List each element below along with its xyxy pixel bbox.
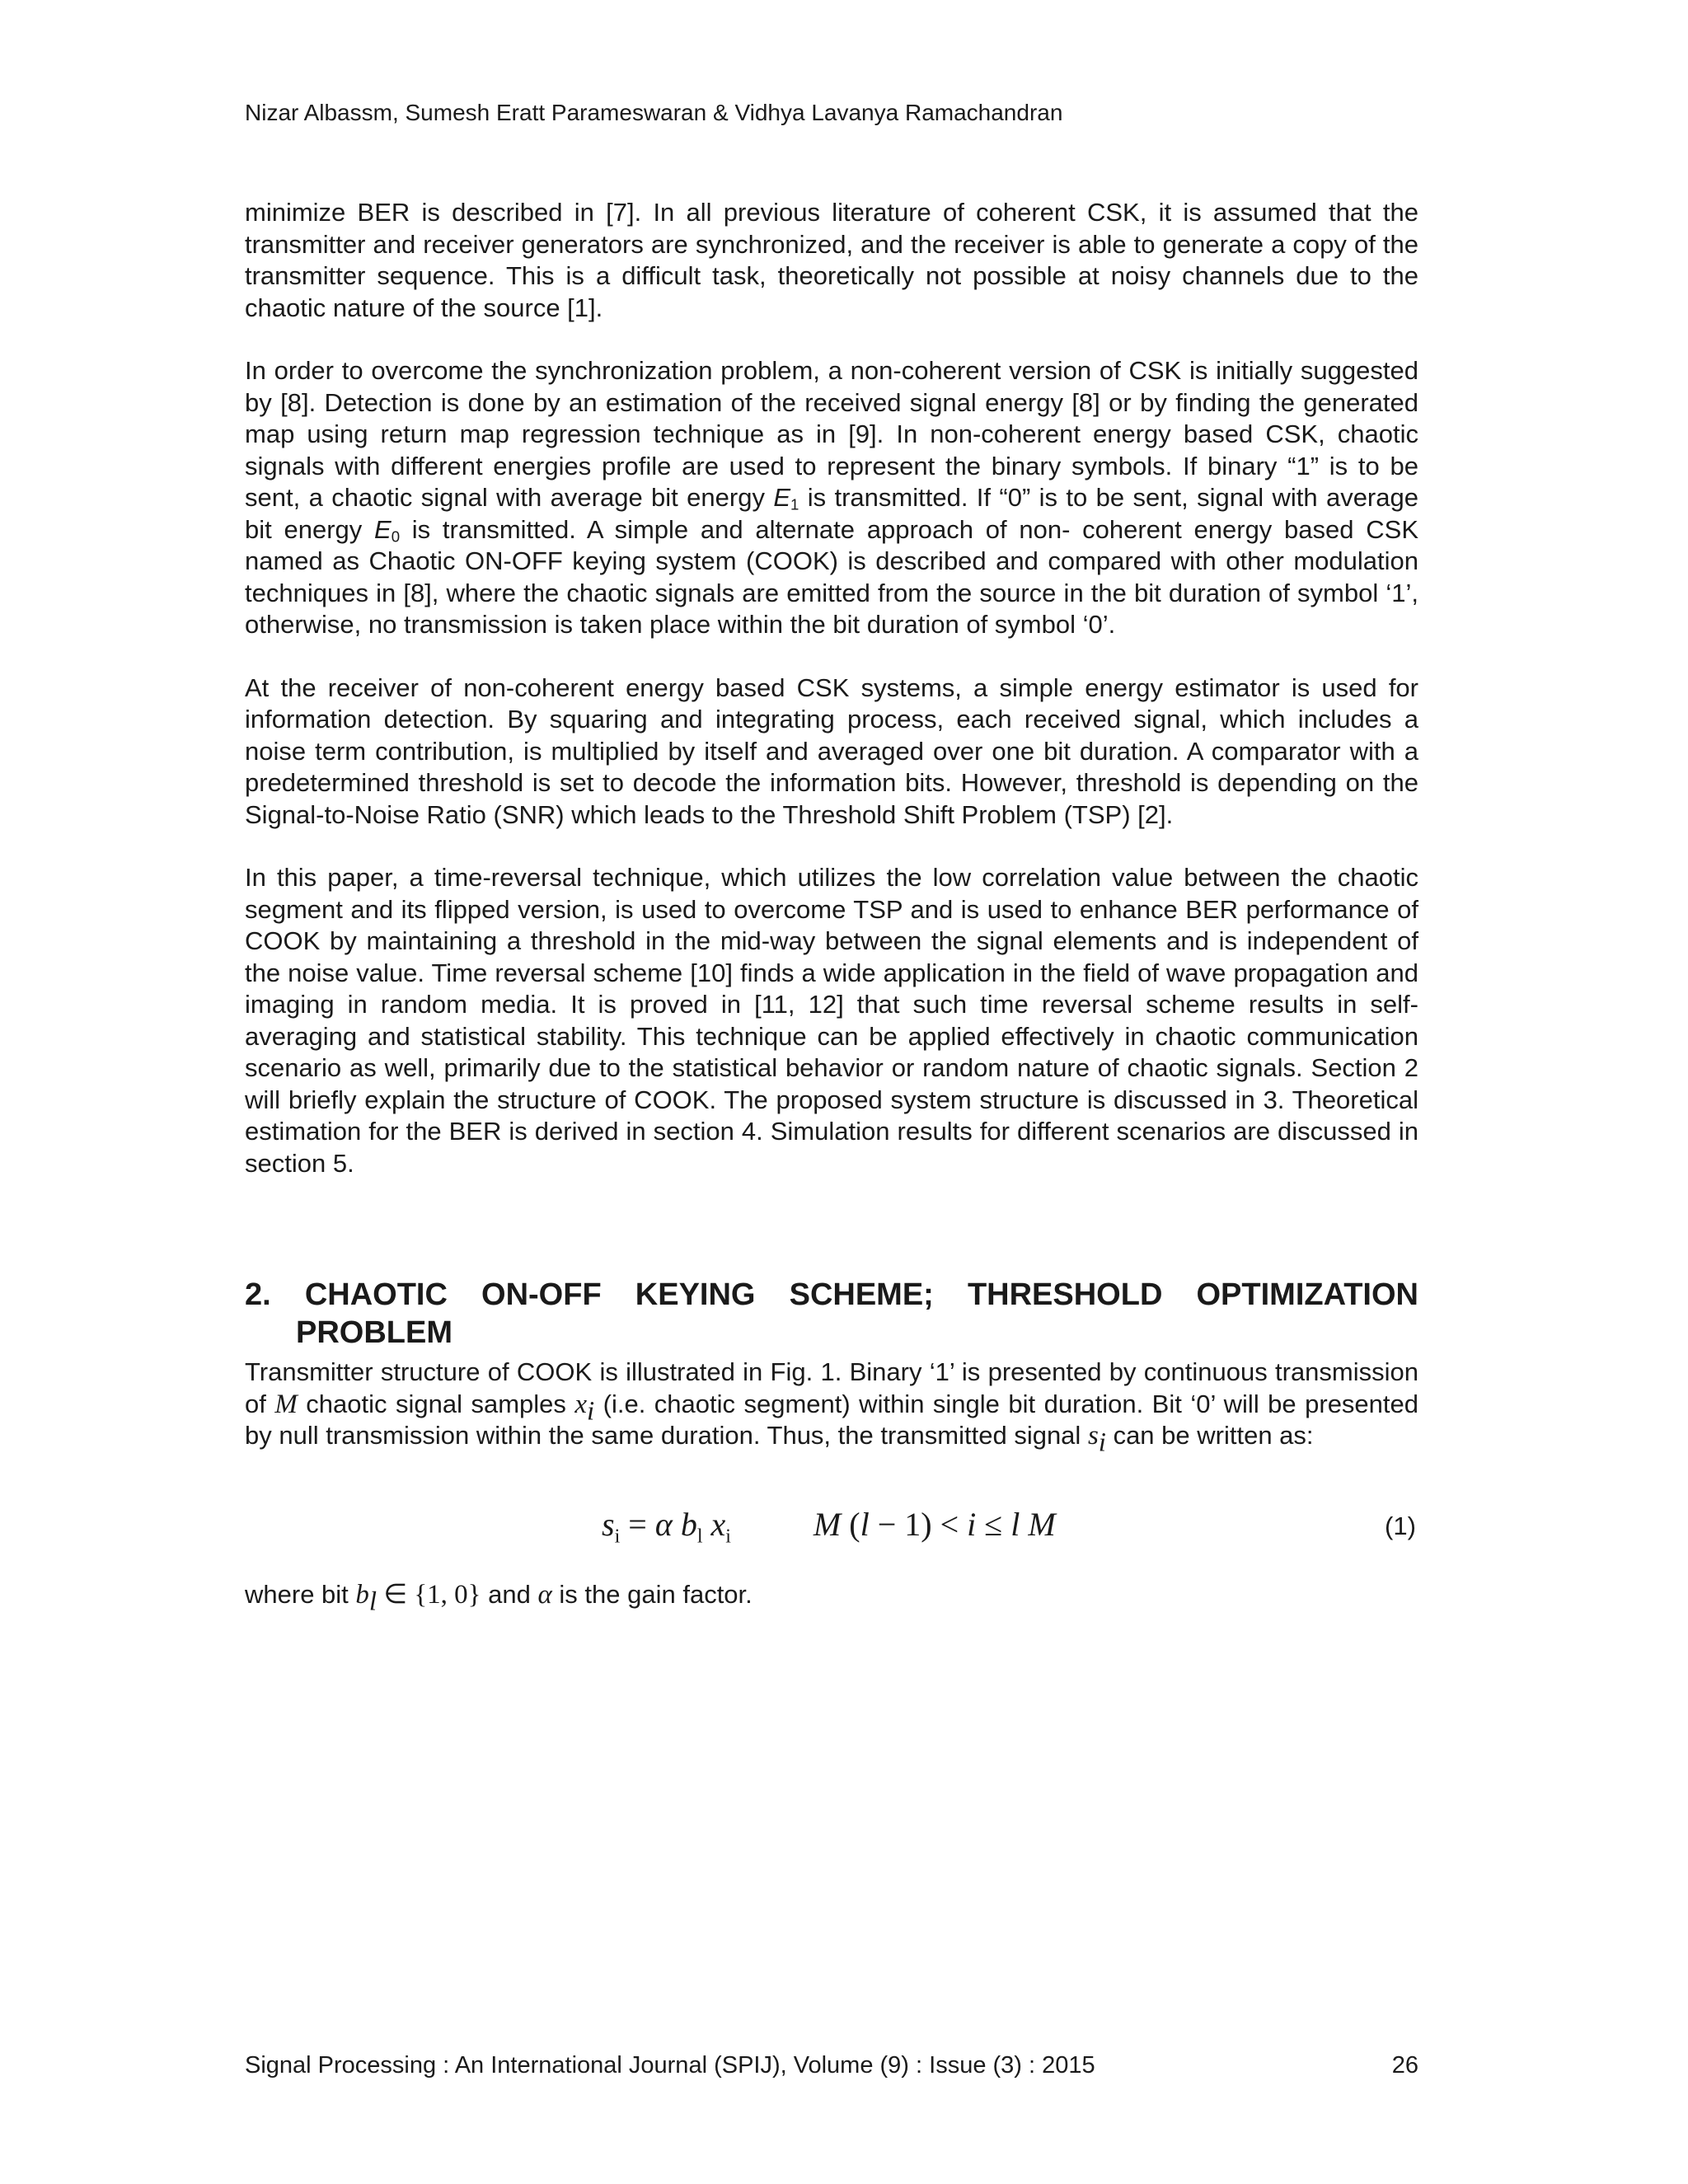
page-footer <box>245 2050 1418 2080</box>
heading-word: OPTIMIZATION <box>1196 1277 1418 1312</box>
paragraph-2-part-b: is transmitted. If “0” is to be sent, signal with average bit energy <box>245 483 1418 544</box>
heading-word: SCHEME; <box>789 1277 934 1312</box>
x-symbol: x <box>574 1389 588 1419</box>
paragraph-3: At the receiver of non-coherent energy based CSK systems, a simple energy estimator is used for information detection. By squaring and integrating process, each received signal, which includes a noise term contribution, is multiplied by itself and averaged over one bit duration. A comparator with a predetermined threshold is set to decode the information bits. However, threshold is depending on the Signal-to-Noise Ratio (SNR) which leads to the Threshold Shift Problem (TSP) [2]. <box>245 673 1418 829</box>
intro-text <box>245 197 1418 1211</box>
section-2-heading-line-2: PROBLEM <box>296 1315 452 1350</box>
energy-e0-subscript: 0 <box>391 527 401 546</box>
equation-1-number: (1) <box>1385 1511 1416 1540</box>
b-subscript: l <box>368 1586 377 1617</box>
paragraph-2-part-a: In order to overcome the synchronization problem, a non-coherent version of CSK is initially suggested by [8]. Detection is done by an estimation of the received signal energy [8] or by finding the generated map using return map regression technique as in [9]. In non-coherent energy based CSK, chaotic signals with different energies profile are used to represent the binary symbols. If binary “1” is to be sent, a chaotic signal with average bit energy <box>245 356 1418 512</box>
heading-word: CHAOTIC <box>304 1277 448 1312</box>
m-symbol: M <box>274 1389 298 1419</box>
paragraph-1: minimize BER is described in [7]. In all previous literature of coherent CSK, it is assumed that the transmitter and receiver generators are synchronized, and the receiver is able to generate a copy of the transmitter sequence. This is a difficult task, theoretically not possible at noisy channels due to the chaotic nature of the source [1]. <box>245 198 1418 322</box>
alpha-symbol: α <box>537 1580 552 1610</box>
energy-e0-symbol: E <box>374 514 392 544</box>
heading-word: THRESHOLD <box>967 1277 1163 1312</box>
equation-1 <box>0 1500 1688 1549</box>
where-line: where bit bl ∈ {1, 0} and α is the gain factor. <box>245 1580 753 1617</box>
paragraph-2 <box>245 355 1418 641</box>
equation-1-body: $s_i = \alpha$ $b_l$ $x_i$ M (l − 1) < i ≤ l M <box>602 1506 1056 1548</box>
page-number: 26 <box>1391 2052 1418 2079</box>
energy-e1-symbol: E <box>773 483 791 512</box>
footer-journal: Signal Processing : An International Journal (SPIJ), Volume (9) : Issue (3) : 2015 <box>245 2052 1095 2079</box>
heading-word: ON-OFF <box>481 1277 602 1312</box>
s-subscript: i <box>1098 1427 1106 1458</box>
section-2-number: 2. <box>245 1277 271 1312</box>
paragraph-2-part-c: is transmitted. A simple and alternate approach of non- coherent energy based CSK named as Chaotic ON-OFF keying system (COOK) is described and compared with other modulation techniques in [8], where the chaotic signals are emitted from the source in the bit duration of symbol ‘1’, otherwise, no transmission is taken place within the bit duration of symbol ‘0’. <box>245 514 1418 639</box>
paragraph-4: In this paper, a time-reversal technique, which utilizes the low correlation value between the chaotic segment and its flipped version, is used to overcome TSP and is used to enhance BER performance of COOK by maintaining a threshold in the mid-way between the signal elements and is independent of the noise value. Time reversal scheme [10] finds a wide application in the field of wave propagation and imaging in random media. It is proved in [11, 12] that such time reversal scheme results in self-averaging and statistical stability. This technique can be applied effectively in chaotic communication scenario as well, primarily due to the statistical behavior or random nature of chaotic signals. Section 2 will briefly explain the structure of COOK. The proposed system structure is discussed in 3. Theoretical estimation for the BER is derived in section 4. Simulation results for different scenarios are discussed in section 5. <box>245 863 1418 1178</box>
heading-word: KEYING <box>635 1277 756 1312</box>
running-header: Nizar Albassm, Sumesh Eratt Parameswaran & Vidhya Lavanya Ramachandran <box>245 100 1063 125</box>
energy-e1-subscript: 1 <box>790 495 799 513</box>
s-symbol: s <box>1087 1421 1099 1451</box>
set-membership: ∈ {1, 0} <box>377 1580 481 1610</box>
section-2-intro <box>245 1357 1419 1458</box>
section-2-paragraph: Transmitter structure of COOK is illustrated in Fig. 1. Binary ‘1’ is presented by continuous transmission of M chaotic signal samples xi (i.e. chaotic segment) within single bit duration. Bit ‘0’ will be presented by null transmission within the same duration. Thus, the transmitted signal si can be written as: <box>245 1357 1419 1458</box>
x-subscript: i <box>587 1395 595 1426</box>
section-2-heading <box>245 1276 1418 1352</box>
b-symbol: b <box>355 1580 369 1610</box>
section-2-heading-line-1 <box>245 1276 1418 1314</box>
